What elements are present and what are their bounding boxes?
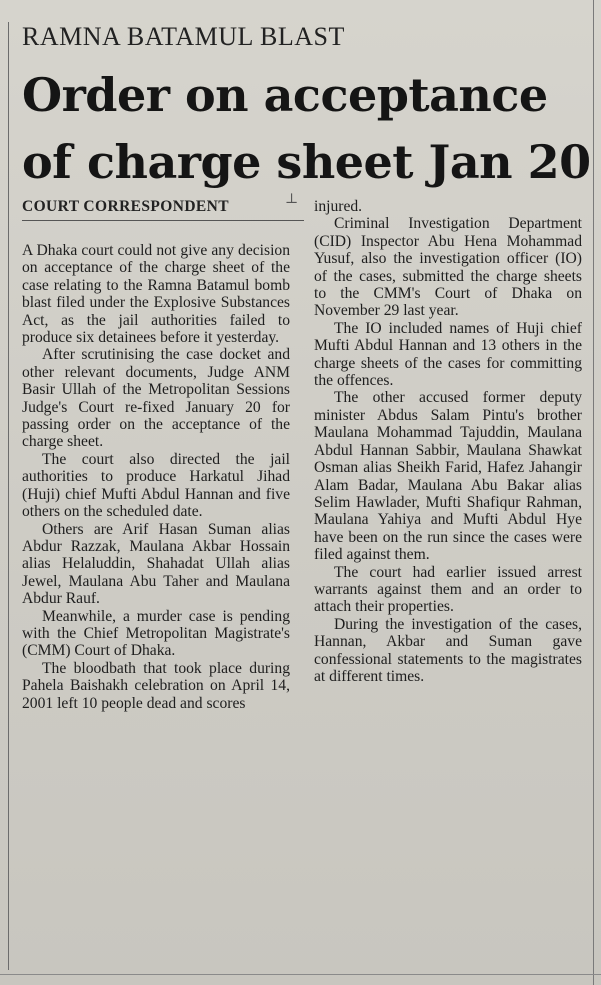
headline: Order on acceptance of charge sheet Jan 20 xyxy=(22,68,591,189)
paragraph: The other accused former deputy minister Abdus Salam Pintu's brother Maulana Mohammad Tajuddin, Maulana Abdul Hannan Sabbir, Maulana Shawkat Osman alias Sheikh Farid, Hafez Jahangir Alam Badar, Maulana Abu Bakar alias Selim Hawlader, Mufti Shafiqur Rahman, Maulana Yahiya and Mufti Abdul Hye have been on the run since the cases were filed against them. xyxy=(314,389,582,564)
byline-rule xyxy=(22,220,304,221)
paragraph: After scrutinising the case docket and other relevant documents, Judge ANM Basir Ullah of the Metropolitan Sessions Judge's Court re-fixed January 20 for passing order on the acceptance of the charge sheet. xyxy=(22,346,290,451)
right-edge-rule xyxy=(593,0,594,985)
paragraph: Others are Arif Hasan Suman alias Abdur Razzak, Maulana Akbar Hossain alias Helaluddin, Shahadat Ullah alias Jewel, Maulana Abu Taher and Maulana Abdur Rauf. xyxy=(22,520,290,608)
paragraph: A Dhaka court could not give any decision on acceptance of the charge sheet of the case relating to the Ramna Batamul bomb blast filed under the Explosive Substances Act, as the jail authorities failed to produce six detainees before it yesterday. xyxy=(22,242,290,347)
ink-mark: ⊥ xyxy=(285,191,299,207)
left-column-rule xyxy=(8,22,9,970)
paragraph: During the investigation of the cases, Hannan, Akbar and Suman gave confessional statements to the magistrates at different times. xyxy=(314,615,582,685)
bottom-rule xyxy=(0,974,601,975)
paragraph: The IO included names of Huji chief Mufti Abdul Hannan and 13 others in the charge sheets of the cases for committing the offences. xyxy=(314,319,582,390)
column-left xyxy=(22,242,290,712)
paragraph: The court also directed the jail authorities to produce Harkatul Jihad (Huji) chief Mufti Abdul Hannan and five others on the scheduled date. xyxy=(22,450,290,521)
paragraph: The court had earlier issued arrest warrants against them and an order to attach their properties. xyxy=(314,563,582,616)
paragraph: The bloodbath that took place during Pahela Baishakh celebration on April 14, 2001 left 10 people dead and scores xyxy=(22,659,290,712)
paragraph: Criminal Investigation Department (CID) Inspector Abu Hena Mohammad Yusuf, also the investigation officer (IO) of the cases, submitted the charge sheets to the CMM's Court of Dhaka on November 29 last year. xyxy=(314,215,582,320)
paragraph-continuation: injured. xyxy=(314,198,363,215)
kicker: RAMNA BATAMUL BLAST xyxy=(22,22,345,51)
byline: COURT CORRESPONDENT xyxy=(22,198,230,215)
column-right xyxy=(314,198,582,685)
paragraph: Meanwhile, a murder case is pending with the Chief Metropolitan Magistrate's (CMM) Court of Dhaka. xyxy=(22,607,290,660)
